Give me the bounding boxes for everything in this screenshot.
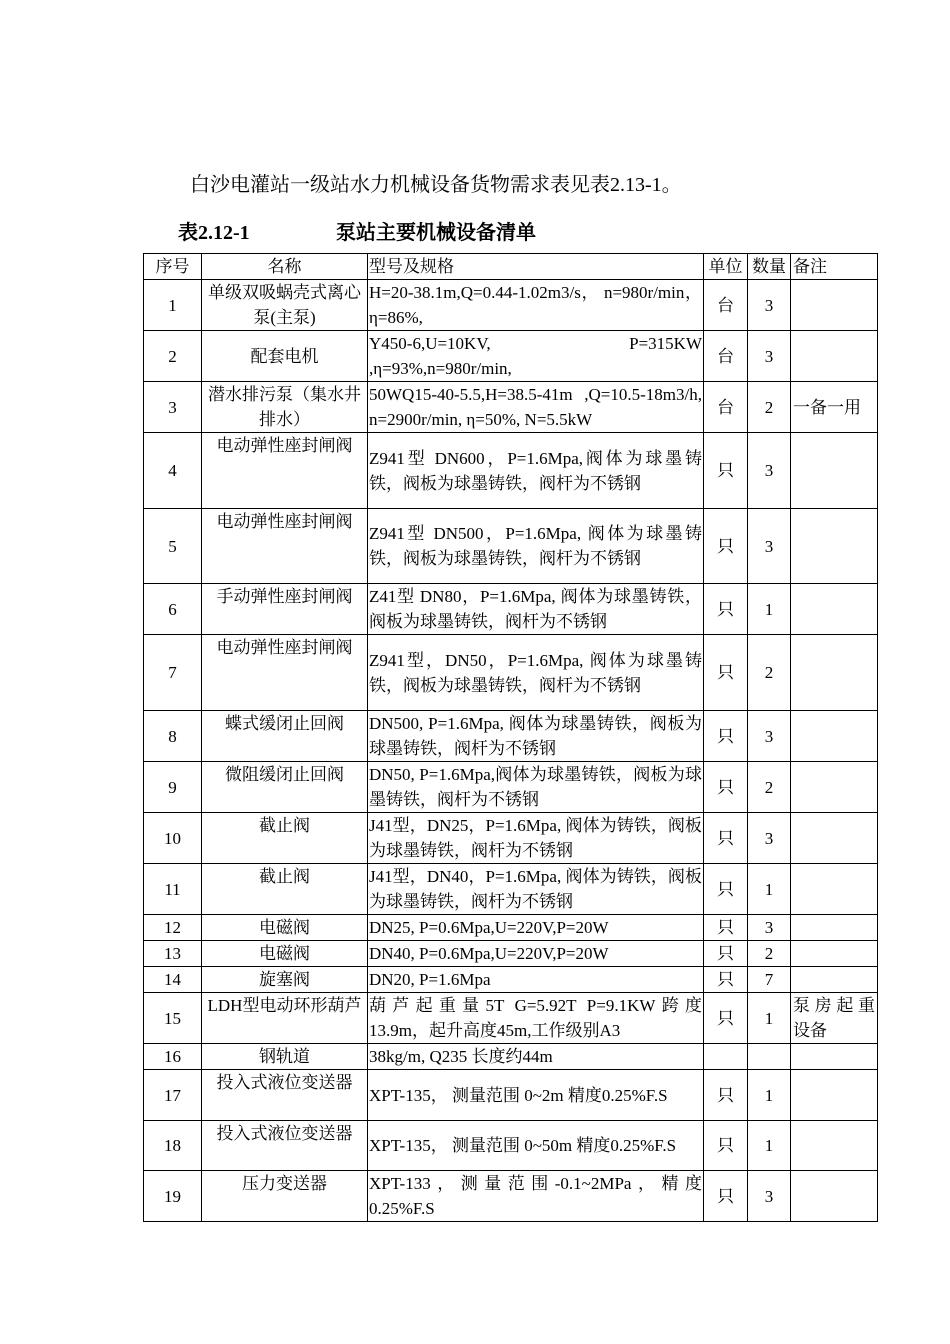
row-qty: 3 xyxy=(748,711,791,762)
row-note xyxy=(791,813,878,864)
row-unit: 台 xyxy=(704,280,748,331)
row-name: 压力变送器 xyxy=(202,1171,368,1222)
row-note xyxy=(791,635,878,711)
row-seq: 14 xyxy=(144,967,202,993)
row-seq: 18 xyxy=(144,1121,202,1171)
row-name: 电磁阀 xyxy=(202,915,368,941)
row-qty: 3 xyxy=(748,433,791,509)
table-row xyxy=(144,1171,878,1222)
table-caption xyxy=(178,216,536,245)
row-name: 电磁阀 xyxy=(202,941,368,967)
table-row xyxy=(144,1070,878,1121)
row-unit xyxy=(704,1044,748,1070)
row-seq: 15 xyxy=(144,993,202,1044)
row-seq: 10 xyxy=(144,813,202,864)
row-name: 电动弹性座封闸阀 xyxy=(202,433,368,509)
row-spec: DN50, P=1.6Mpa,阀体为球墨铸铁，阀板为球墨铸铁，阀杆为不锈钢 xyxy=(368,762,704,813)
header-spec: 型号及规格 xyxy=(368,254,704,280)
row-qty: 2 xyxy=(748,382,791,433)
row-qty: 2 xyxy=(748,941,791,967)
row-note xyxy=(791,331,878,382)
row-unit: 只 xyxy=(704,993,748,1044)
row-spec: J41型，DN25，P=1.6Mpa, 阀体为铸铁，阀板为球墨铸铁，阀杆为不锈钢 xyxy=(368,813,704,864)
row-name: 电动弹性座封闸阀 xyxy=(202,509,368,584)
header-qty: 数量 xyxy=(748,254,791,280)
table-row xyxy=(144,967,878,993)
intro-text: 白沙电灌站一级站水力机械设备货物需求表见表2.13-1。 xyxy=(190,174,682,196)
row-spec: Z941型 DN600，P=1.6Mpa,阀体为球墨铸铁，阀板为球墨铸铁，阀杆为不锈钢 xyxy=(368,433,704,509)
row-spec: Z941型，DN50，P=1.6Mpa, 阀体为球墨铸铁，阀板为球墨铸铁，阀杆为不锈钢 xyxy=(368,635,704,711)
row-name: 截止阀 xyxy=(202,864,368,915)
row-seq: 8 xyxy=(144,711,202,762)
row-name: 投入式液位变送器 xyxy=(202,1070,368,1121)
row-seq: 11 xyxy=(144,864,202,915)
row-spec: H=20-38.1m,Q=0.44-1.02m3/s， n=980r/min，η=86%, xyxy=(368,280,704,331)
row-qty: 2 xyxy=(748,762,791,813)
row-seq: 1 xyxy=(144,280,202,331)
equipment-table-body xyxy=(144,254,878,1222)
row-seq: 19 xyxy=(144,1171,202,1222)
row-note xyxy=(791,864,878,915)
row-unit: 只 xyxy=(704,967,748,993)
row-spec: DN20, P=1.6Mpa xyxy=(368,967,704,993)
row-unit: 只 xyxy=(704,915,748,941)
row-name: 蝶式缓闭止回阀 xyxy=(202,711,368,762)
row-spec: XPT-135， 测量范围 0~2m 精度0.25%F.S xyxy=(368,1070,704,1121)
row-note xyxy=(791,1044,878,1070)
row-note xyxy=(791,762,878,813)
row-spec: DN40, P=0.6Mpa,U=220V,P=20W xyxy=(368,941,704,967)
row-unit: 只 xyxy=(704,635,748,711)
row-unit: 只 xyxy=(704,1171,748,1222)
row-seq: 17 xyxy=(144,1070,202,1121)
row-qty xyxy=(748,1044,791,1070)
row-name: 单级双吸蜗壳式离心泵(主泵) xyxy=(202,280,368,331)
table-row xyxy=(144,915,878,941)
row-qty: 3 xyxy=(748,813,791,864)
table-number: 表2.12-1 xyxy=(178,222,250,244)
row-note xyxy=(791,584,878,635)
row-seq: 13 xyxy=(144,941,202,967)
row-unit: 台 xyxy=(704,382,748,433)
row-note xyxy=(791,433,878,509)
table-row xyxy=(144,280,878,331)
row-spec: XPT-133，测量范围-0.1~2MPa，精度0.25%F.S xyxy=(368,1171,704,1222)
equipment-table xyxy=(143,253,878,1222)
table-row xyxy=(144,433,878,509)
row-name: 钢轨道 xyxy=(202,1044,368,1070)
table-header-row xyxy=(144,254,878,280)
row-name: 投入式液位变送器 xyxy=(202,1121,368,1171)
row-note xyxy=(791,1171,878,1222)
row-seq: 4 xyxy=(144,433,202,509)
row-spec: XPT-135， 测量范围 0~50m 精度0.25%F.S xyxy=(368,1121,704,1171)
row-qty: 1 xyxy=(748,864,791,915)
row-name: 微阻缓闭止回阀 xyxy=(202,762,368,813)
row-name: 手动弹性座封闸阀 xyxy=(202,584,368,635)
row-unit: 只 xyxy=(704,711,748,762)
row-unit: 只 xyxy=(704,1121,748,1171)
row-seq: 3 xyxy=(144,382,202,433)
row-unit: 只 xyxy=(704,941,748,967)
row-unit: 只 xyxy=(704,762,748,813)
table-row xyxy=(144,1044,878,1070)
table-row xyxy=(144,509,878,584)
row-seq: 7 xyxy=(144,635,202,711)
row-spec: DN25, P=0.6Mpa,U=220V,P=20W xyxy=(368,915,704,941)
row-note xyxy=(791,1070,878,1121)
row-spec: 葫芦起重量5T G=5.92T P=9.1KW跨度13.9m，起升高度45m,工作级别A3 xyxy=(368,993,704,1044)
header-seq: 序号 xyxy=(144,254,202,280)
row-note xyxy=(791,941,878,967)
row-name: 潜水排污泵（集水井排水） xyxy=(202,382,368,433)
row-unit: 只 xyxy=(704,1070,748,1121)
row-name: 配套电机 xyxy=(202,331,368,382)
row-name: 截止阀 xyxy=(202,813,368,864)
row-unit: 只 xyxy=(704,509,748,584)
row-qty: 3 xyxy=(748,331,791,382)
row-name: LDH型电动环形葫芦 xyxy=(202,993,368,1044)
row-seq: 5 xyxy=(144,509,202,584)
row-unit: 台 xyxy=(704,331,748,382)
table-row xyxy=(144,941,878,967)
row-seq: 6 xyxy=(144,584,202,635)
row-name: 电动弹性座封闸阀 xyxy=(202,635,368,711)
table-row xyxy=(144,993,878,1044)
row-qty: 1 xyxy=(748,993,791,1044)
row-note xyxy=(791,915,878,941)
row-seq: 12 xyxy=(144,915,202,941)
row-note: 一备一用 xyxy=(791,382,878,433)
row-seq: 2 xyxy=(144,331,202,382)
row-spec: Y450-6,U=10KV, P=315KW ,η=93%,n=980r/min, xyxy=(368,331,704,382)
table-row xyxy=(144,711,878,762)
row-unit: 只 xyxy=(704,813,748,864)
row-qty: 1 xyxy=(748,584,791,635)
row-qty: 2 xyxy=(748,635,791,711)
row-seq: 9 xyxy=(144,762,202,813)
row-qty: 1 xyxy=(748,1070,791,1121)
table-row xyxy=(144,813,878,864)
row-spec: Z41型 DN80，P=1.6Mpa, 阀体为球墨铸铁，阀板为球墨铸铁，阀杆为不锈钢 xyxy=(368,584,704,635)
row-spec: Z941型 DN500，P=1.6Mpa, 阀体为球墨铸铁，阀板为球墨铸铁，阀杆为不锈钢 xyxy=(368,509,704,584)
table-row xyxy=(144,382,878,433)
row-note: 泵房起重设备 xyxy=(791,993,878,1044)
row-spec: 50WQ15-40-5.5,H=38.5-41m ,Q=10.5-18m3/h, n=2900r/min, η=50%, N=5.5kW xyxy=(368,382,704,433)
row-qty: 7 xyxy=(748,967,791,993)
row-spec: 38kg/m, Q235 长度约44m xyxy=(368,1044,704,1070)
row-unit: 只 xyxy=(704,864,748,915)
row-note xyxy=(791,1121,878,1171)
row-note xyxy=(791,509,878,584)
header-name: 名称 xyxy=(202,254,368,280)
row-unit: 只 xyxy=(704,433,748,509)
table-title: 泵站主要机械设备清单 xyxy=(336,222,536,244)
table-row xyxy=(144,864,878,915)
row-note xyxy=(791,711,878,762)
row-qty: 3 xyxy=(748,915,791,941)
row-qty: 1 xyxy=(748,1121,791,1171)
table-row xyxy=(144,762,878,813)
table-row xyxy=(144,584,878,635)
row-spec: DN500, P=1.6Mpa, 阀体为球墨铸铁，阀板为球墨铸铁，阀杆为不锈钢 xyxy=(368,711,704,762)
row-spec: J41型，DN40，P=1.6Mpa, 阀体为铸铁，阀板为球墨铸铁，阀杆为不锈钢 xyxy=(368,864,704,915)
row-note xyxy=(791,967,878,993)
row-unit: 只 xyxy=(704,584,748,635)
header-note: 备注 xyxy=(791,254,878,280)
header-unit: 单位 xyxy=(704,254,748,280)
row-qty: 3 xyxy=(748,509,791,584)
row-name: 旋塞阀 xyxy=(202,967,368,993)
row-qty: 3 xyxy=(748,1171,791,1222)
table-row xyxy=(144,331,878,382)
table-row xyxy=(144,1121,878,1171)
row-seq: 16 xyxy=(144,1044,202,1070)
table-row xyxy=(144,635,878,711)
row-note xyxy=(791,280,878,331)
row-qty: 3 xyxy=(748,280,791,331)
